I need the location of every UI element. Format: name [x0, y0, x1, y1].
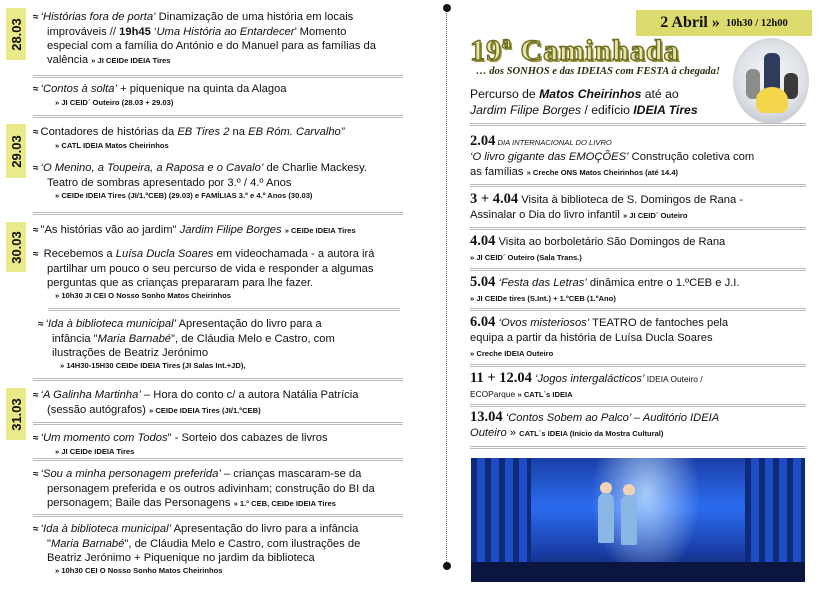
bullet-icon: ≈ [33, 84, 39, 95]
left-event-item [33, 522, 405, 577]
text-run: ’ Momento [294, 26, 347, 38]
timeline-dot-top [443, 4, 451, 12]
text-run: » 1.º CEB, CEIDe IDEIA Tires [233, 499, 336, 508]
text-run: equipa a partir da história de Luísa Ducla Soares [470, 332, 713, 344]
date-tag-29-03: 29.03 [6, 124, 26, 178]
event-text-line [33, 551, 405, 565]
event-text-line [470, 150, 815, 165]
separator [33, 422, 403, 425]
text-run: ‘Contos Sobem ao Palco’ – Auditório IDEIA [505, 412, 720, 424]
text-run: » JI CEID´ Outeiro (28.03 + 29.03) [55, 98, 174, 107]
text-run: "As histórias vão ao jardim" [40, 224, 180, 236]
text-run: » 14H30-15H30 CEIDe IDEIA Tires (JI Salas Int.+JD), [60, 361, 246, 370]
event-venue-line [38, 360, 405, 372]
text-run: 11 + 12.04 [470, 370, 532, 386]
left-event-item [33, 161, 405, 202]
text-run: DIA INTERNACIONAL DO LIVRO [495, 138, 612, 147]
text-run: Luísa Ducla Soares [115, 248, 214, 260]
text-run: ECOParque [470, 389, 518, 399]
event-text-line [33, 25, 405, 39]
event-text-line [33, 496, 405, 511]
event-text-line [33, 276, 405, 290]
text-run: ‘Ovos misteriosos’ [498, 317, 590, 329]
text-run: Maria Barnabé [97, 333, 172, 345]
right-event-item [470, 134, 815, 180]
bullet-icon: ≈ [33, 127, 39, 138]
text-run: Jardim Filipe Borges [470, 103, 582, 117]
left-event-item [33, 467, 405, 511]
bullet-icon: ≈ [38, 319, 44, 330]
text-run: – crianças mascaram-se da [220, 468, 362, 480]
event-text-line [38, 317, 405, 332]
event-text-line [470, 275, 815, 291]
route-line [470, 86, 815, 102]
text-run: ", de Cláudia Melo e Castro, com [171, 333, 335, 345]
text-run: 2.04 [470, 133, 496, 149]
right-event-item [470, 192, 815, 223]
bullet-icon: ≈ [33, 225, 39, 236]
event-text-line [470, 426, 815, 441]
separator [33, 514, 403, 517]
bullet-icon: ≈ [33, 163, 39, 174]
event-text-line [470, 331, 815, 346]
text-run: – Hora do conto c/ a autora Natália Patrícia [140, 389, 359, 401]
date-tag-28-03: 28.03 [6, 8, 26, 60]
event-text-line [33, 82, 405, 97]
separator [470, 268, 806, 271]
text-run: Recebemos a [40, 248, 116, 260]
text-run: » [506, 427, 520, 439]
text-run: ‘Ida à biblioteca municipal’ [45, 318, 177, 330]
text-run: Construção coletiva com [628, 151, 755, 163]
text-run: Beatriz Jerónimo + Piquenique no jardim da biblioteca [47, 552, 315, 564]
event-text-line [33, 482, 405, 496]
separator [470, 404, 806, 407]
event-text-line [33, 247, 405, 262]
separator [33, 458, 403, 461]
text-run: improváveis // [47, 26, 120, 38]
text-run: » CATL`s IDEIA [517, 390, 573, 399]
text-run: partilhar um pouco o seu percurso de vida e responder a algumas [47, 263, 374, 275]
separator [470, 446, 806, 449]
text-run: 4.04 [470, 233, 496, 249]
text-run: » 10h30 JI CEI O Nosso Sonho Matos Cheirinhos [55, 291, 231, 300]
event-text-line [33, 10, 405, 25]
text-run: 3 + 4.04 [470, 191, 519, 207]
text-run: Outeiro [470, 427, 507, 439]
timeline-axis [446, 8, 447, 566]
text-run: infância " [52, 333, 98, 345]
text-run: Uma História ao Entardecer [156, 26, 295, 38]
text-run: especial com a família do António e do Manuel para as famílias da [47, 40, 376, 52]
text-run: CATL`s IDEIA (Início da Mostra Cultural) [519, 429, 664, 438]
bullet-icon: ≈ [33, 433, 39, 444]
separator [470, 184, 806, 187]
text-run: em videochamada - a autora irá [213, 248, 375, 260]
text-run: ‘Jogos intergalácticos’ [534, 373, 645, 385]
text-run: Percurso de [470, 87, 540, 101]
event-text-line [470, 192, 815, 208]
event-venue-line [33, 190, 405, 202]
text-run: » JI CEIDe IDEIA Tires [91, 56, 171, 65]
left-event-item [33, 125, 405, 152]
text-run: 5.04 [470, 274, 496, 290]
event-text-line [33, 467, 405, 482]
text-run: » 10h30 CEI O Nosso Sonho Matos Cheirinhos [55, 566, 223, 575]
text-run: ‘Festa das Letras’ [498, 277, 587, 289]
separator [33, 212, 403, 215]
text-run: personagem; Baile das Personagens [47, 497, 234, 509]
bullet-icon: ≈ [33, 390, 39, 401]
text-run: ", de Cláudia Melo e Castro, com ilustrações de [124, 538, 361, 550]
text-run: ‘Ida à biblioteca municipal’ [40, 523, 172, 535]
text-run: 6.04 [470, 314, 496, 330]
event-text-line [33, 176, 405, 190]
stage-photo [471, 458, 805, 582]
event-text-line [470, 410, 815, 426]
separator [33, 378, 403, 381]
text-run: de Charlie Mackesy. [263, 162, 367, 174]
text-run: Teatro de sombras apresentado por 3.º / 4.º Anos [47, 177, 292, 189]
event-text-line [38, 332, 405, 346]
text-run: » JI CEID´ Outeiro (Sala Trans.) [470, 253, 582, 262]
text-run: ‘ [150, 26, 157, 38]
text-run: até ao [641, 87, 679, 101]
event-text-line [470, 387, 815, 402]
text-run: valência [47, 54, 92, 66]
text-run: ‘Histórias fora de porta’ [40, 11, 156, 23]
text-run: 13.04 [470, 409, 503, 425]
walk-subtitle: … dos SONHOS e das IDEIAS com FESTA à chegada! [476, 66, 720, 77]
date-tag-30-03: 30.03 [6, 222, 26, 272]
event-text-line [33, 223, 405, 238]
date-tag-31-03: 31.03 [6, 388, 26, 440]
event-text-line [470, 134, 815, 150]
event-text-line [33, 125, 405, 140]
text-run: dinâmica entre o 1.ºCEB e J.I. [586, 277, 740, 289]
text-run: Visita ao borboletário São Domingos de Rana [495, 236, 726, 248]
left-event-item [33, 388, 405, 418]
event-text-line [33, 53, 405, 68]
text-run: 19h45 [119, 26, 151, 38]
text-run: » CEIDe IDEIA Tires (JI/1.ºCEB) (29.03) e FAMÍLIAS 3.º e 4.º Anos (30.03) [55, 191, 313, 200]
text-run: ‘O livro gigante das EMOÇÕES’ [470, 151, 629, 163]
text-run: ‘A Galinha Martinha’ [40, 389, 141, 401]
text-run: ‘Sou a minha personagem preferida’ [40, 468, 221, 480]
text-run: » JI CEIDe IDEIA Tires [55, 447, 135, 456]
text-run: » Creche IDEIA Outeiro [470, 349, 554, 358]
separator [33, 115, 403, 118]
right-event-item [470, 371, 815, 402]
separator [33, 75, 403, 78]
right-event-item [470, 275, 815, 306]
separator [470, 308, 806, 311]
text-run: IDEIA Tires [633, 103, 698, 117]
bullet-icon: ≈ [33, 12, 39, 23]
event-text-line [470, 371, 815, 387]
event-venue-line [33, 290, 405, 302]
text-run: Jardim Filipe Borges [179, 224, 282, 236]
separator [470, 364, 806, 367]
event-time: 10h30 / 12h00 [725, 17, 788, 29]
bullet-icon: ≈ [33, 249, 39, 260]
text-run: + piquenique na quinta da Alagoa [117, 83, 287, 95]
left-event-item [33, 247, 405, 302]
event-venue-line [33, 446, 405, 458]
text-run: EB Tires 2 [177, 126, 230, 138]
left-event-item [33, 82, 405, 109]
text-run: personagem preferida e os outros adivinham; construção do BI da [47, 483, 375, 495]
event-text-line [33, 403, 405, 418]
text-run: Assinalar o Dia do livro infantil [470, 209, 623, 221]
text-run: as famílias [470, 166, 527, 178]
text-run: » CATL IDEIA Matos Cheirinhos [55, 141, 169, 150]
walk-route [470, 86, 815, 118]
walk-title: 19ª Caminhada [470, 34, 680, 67]
event-venue-line [33, 140, 405, 152]
text-run: » Creche ONS Matos Cheirinhos (até 14.4) [526, 168, 679, 177]
text-run: Maria Barnabé [50, 538, 125, 550]
left-event-item [38, 317, 405, 372]
text-run: Apresentação do livro para a [176, 318, 322, 330]
text-run: / edifício [581, 103, 634, 117]
right-event-item [470, 315, 815, 361]
event-text-line [33, 39, 405, 53]
separator [470, 123, 806, 126]
text-run: Contadores de histórias da [40, 126, 178, 138]
event-text-line [33, 262, 405, 276]
text-run: TEATRO de fantoches pela [589, 317, 729, 329]
route-line [470, 102, 815, 118]
bullet-icon: ≈ [33, 469, 39, 480]
text-run: Visita à biblioteca de S. Domingos de Rana - [518, 194, 744, 206]
text-run: perguntas que as crianças prepararam para lhe fazer. [47, 277, 314, 289]
event-text-line [33, 161, 405, 176]
event-text-line [470, 315, 815, 331]
event-text-line [33, 522, 405, 537]
event-text-line [470, 291, 815, 306]
event-text-line [470, 346, 815, 361]
left-event-item [33, 431, 405, 458]
text-run: » CEIDe IDEIA Tires [284, 226, 356, 235]
timeline-dot-bottom [443, 562, 451, 570]
event-venue-line [33, 565, 405, 577]
text-run: " [47, 538, 51, 550]
right-event-item [470, 234, 815, 265]
right-event-item [470, 410, 815, 441]
text-run: ‘Contos à solta’ [40, 83, 117, 95]
text-run: » JI CEIDe tires (S.Int.) + 1.ºCEB (1.ºAno) [470, 294, 616, 303]
separator [470, 227, 806, 230]
event-text-line [33, 431, 405, 446]
event-date: 2 Abril » [660, 14, 720, 31]
text-run: EB Róm. Carvalho” [248, 126, 345, 138]
event-text-line [38, 346, 405, 360]
text-run: na [229, 126, 249, 138]
separator [48, 308, 400, 311]
text-run: IDEIA Outeiro / [644, 374, 703, 384]
text-run: " - Sorteio dos cabazes de livros [167, 432, 328, 444]
event-text-line [33, 537, 405, 551]
event-text-line [470, 208, 815, 223]
event-text-line [470, 165, 815, 180]
left-event-item [33, 10, 405, 68]
left-event-item [33, 223, 405, 238]
text-run: Dinamização de uma história em locais [155, 11, 354, 23]
text-run: » JI CEID´ Outeiro [622, 211, 688, 220]
event-text-line [470, 234, 815, 250]
text-run: ‘Um momento com Todos [40, 432, 168, 444]
event-text-line [470, 250, 815, 265]
event-venue-line [33, 97, 405, 109]
text-run: Apresentação do livro para a infância [171, 523, 359, 535]
event-date-header [636, 10, 812, 36]
text-run: ‘O Menino, a Toupeira, a Raposa e o Cavalo’ [40, 162, 264, 174]
event-text-line [33, 388, 405, 403]
text-run: Matos Cheirinhos [539, 87, 642, 101]
text-run: ilustrações de Beatriz Jerónimo [52, 347, 209, 359]
bullet-icon: ≈ [33, 524, 39, 535]
text-run: » CEIDe IDEIA Tires (JI/1.ºCEB) [148, 406, 261, 415]
text-run: (sessão autógrafos) [47, 404, 149, 416]
